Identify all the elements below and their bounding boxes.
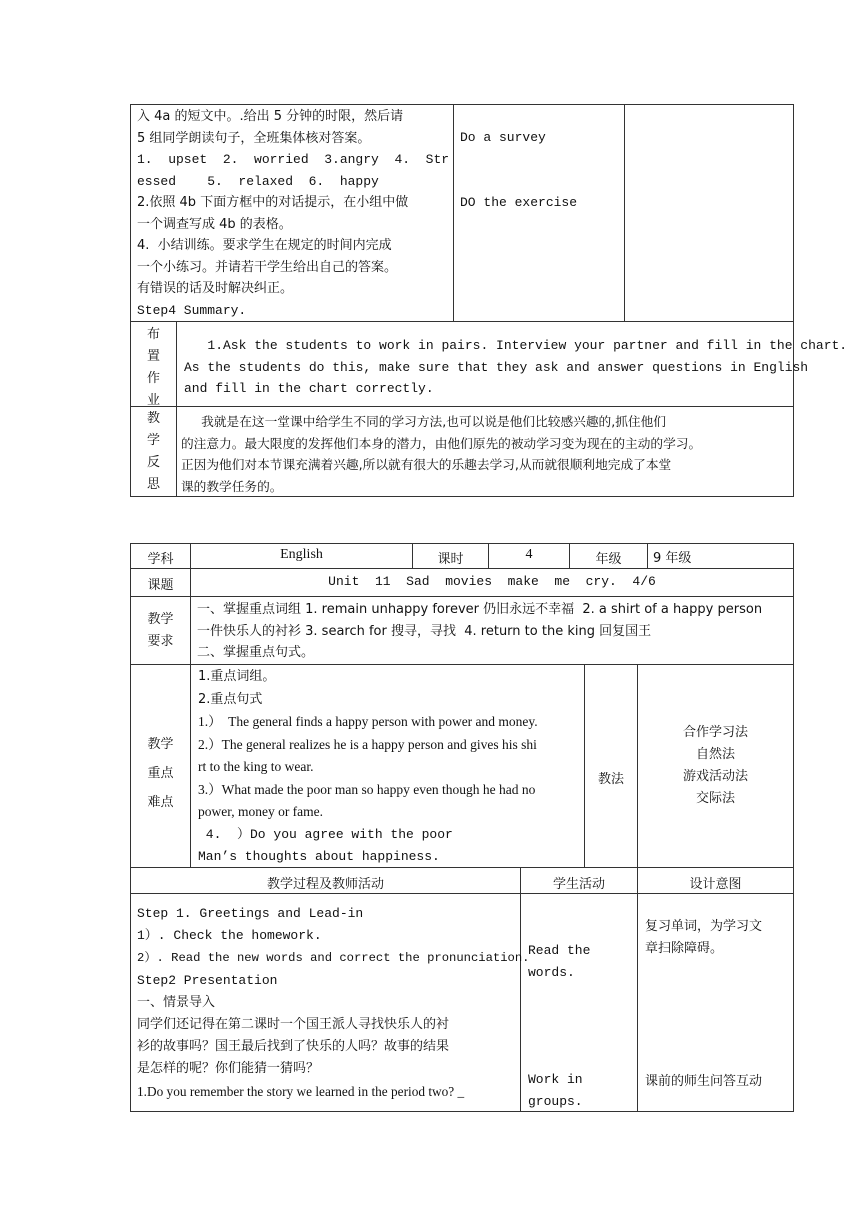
topic-label: 课题 — [147, 578, 174, 593]
process-step-line: 衫的故事吗？国王最后找到了快乐的人吗？故事的结果 — [137, 1039, 450, 1055]
process-line: 4. 小结训练。要求学生在规定的时间内完成 — [137, 238, 392, 253]
process-line: 一个小练习。并请若干学生给出自己的答案。 — [137, 259, 398, 275]
table-1-top-border — [130, 104, 794, 105]
table-2-row-divider — [130, 664, 794, 665]
process-step-line: 1.Do you remember the story we learned in the period two? _ — [137, 1083, 465, 1099]
key-point-line: 2.）The general realizes he is a happy person and gives his shi — [198, 736, 537, 752]
key-point-line: Man’s thoughts about happiness. — [198, 849, 440, 864]
homework-label — [131, 324, 176, 412]
key-point-line: 1.重点词组。 — [198, 669, 276, 684]
key-point-line: 3.）What made the poor man so happy even though he had no — [198, 781, 536, 797]
reflection-line: 我就是在这一堂课中给学生不同的学习方法,也可以说是他们比较感兴趣的,抓住他们 — [181, 414, 666, 429]
process-line: 有错误的话及时解决纠正。 — [137, 281, 294, 296]
requirement-line: 一件快乐人的衬衫 3. search for 搜寻，寻找 4. return to the king 回复国王 — [197, 623, 652, 639]
process-text-block — [137, 106, 449, 321]
process-line: 1. upset 2. worried 3.angry 4. Str — [137, 152, 450, 167]
process-line: 一个调查写成 4b 的表格。 — [137, 216, 292, 232]
key-point-line: rt to the king to wear. — [198, 759, 314, 774]
requirements-label — [131, 609, 190, 653]
process-step-line: 是怎样的呢？你们能猜一猜吗？ — [137, 1061, 320, 1077]
process-line: Step4 Summary. — [137, 302, 247, 318]
table-2-col-divider — [637, 893, 638, 1111]
table-2-col-divider — [647, 543, 648, 568]
label-char: 思 — [146, 477, 160, 492]
table-2-col-divider — [190, 664, 191, 867]
homework-text — [184, 335, 847, 400]
reflection-line: 的注意力。最大限度的发挥他们本身的潜力，由他们原先的被动学习变为现在的主动的学习。 — [181, 435, 702, 451]
process-step-line: 2）. Read the new words and correct the pronunciation. — [137, 951, 530, 966]
key-point-line: 2.重点句式 — [198, 691, 263, 707]
table-2-right-border — [793, 543, 794, 1112]
process-header-intent: 设计意图 — [689, 877, 742, 892]
student-activity-groups — [528, 1069, 583, 1113]
key-point-line: power, money or fame. — [198, 804, 324, 819]
table-1-row-divider-1 — [130, 321, 794, 322]
student-activity-survey: Do a survey — [460, 130, 546, 145]
table-1-label-divider — [176, 321, 177, 496]
process-line: 5 组同学朗读句子，全班集体核对答案。 — [137, 130, 371, 146]
subject-label: 学科 — [147, 552, 174, 567]
label-line: 重点 — [147, 766, 174, 781]
process-step-line: 1）. Check the homework. — [137, 928, 322, 944]
reflection-line: 正因为他们对本节课充满着兴趣,所以就有很大的乐趣去学习,从而就很顺利地完成了本堂 — [181, 457, 672, 472]
table-1-col-divider-2 — [624, 104, 625, 321]
table-2-top-border — [130, 543, 794, 544]
label-line: 难点 — [147, 795, 174, 810]
reflection-line: 课的教学任务的。 — [181, 478, 283, 494]
label-char: 学 — [146, 433, 160, 448]
label-char: 教 — [146, 411, 160, 426]
student-line: Work in — [528, 1072, 583, 1087]
homework-line: and fill in the chart correctly. — [184, 381, 434, 396]
methods-list — [638, 722, 793, 810]
requirements-text — [197, 599, 762, 664]
table-2-row-divider — [130, 568, 794, 569]
table-1-col-divider-1 — [453, 104, 454, 321]
key-points-text — [198, 666, 538, 869]
label-line: 教学 — [147, 737, 174, 752]
reflection-text — [181, 411, 701, 497]
intent-interaction: 课前的师生问答互动 — [645, 1074, 763, 1089]
label-line: 要求 — [147, 634, 174, 649]
label-char: 置 — [146, 349, 160, 364]
label-char: 作 — [146, 371, 160, 386]
table-2-col-divider — [584, 664, 585, 867]
grade-value: 9 年级 — [653, 551, 692, 566]
key-points-label — [131, 730, 190, 817]
period-label: 课时 — [437, 552, 464, 567]
requirement-line: 二、掌握重点句式。 — [197, 645, 315, 660]
homework-line: As the students do this, make sure that they ask and answer questions in English — [184, 359, 809, 375]
topic-value: Unit 11 Sad movies make me cry. 4/6 — [328, 574, 656, 589]
process-line: 入 4a 的短文中。.给出 5 分钟的时限，然后请 — [137, 109, 404, 124]
table-2-row-divider — [130, 596, 794, 597]
method-item: 交际法 — [695, 791, 735, 806]
process-step-line: 同学们还记得在第二课时一个国王派人寻找快乐人的衬 — [137, 1017, 450, 1033]
student-line: groups. — [528, 1094, 583, 1109]
method-item: 合作学习法 — [682, 725, 748, 740]
student-line: words. — [528, 965, 575, 980]
process-step-line: 一、情景导入 — [137, 994, 216, 1010]
label-char: 反 — [146, 455, 160, 470]
label-char: 业 — [146, 393, 160, 408]
method-item: 游戏活动法 — [682, 769, 748, 784]
process-content — [137, 903, 530, 1103]
key-point-line: 1.） The general finds a happy person with power and money. — [198, 714, 538, 729]
student-line: Read the — [528, 943, 591, 958]
process-header-teacher: 教学过程及教师活动 — [266, 877, 384, 892]
table-1-right-border — [793, 104, 794, 496]
period-value: 4 — [525, 547, 533, 562]
process-step-line: Step2 Presentation — [137, 972, 278, 988]
grade-label: 年级 — [595, 552, 622, 567]
student-activity-exercise: DO the exercise — [460, 195, 578, 210]
process-step-line: Step 1. Greetings and Lead-in — [137, 906, 364, 921]
intent-review — [645, 916, 762, 960]
process-header-student: 学生活动 — [552, 877, 605, 892]
label-line: 教学 — [147, 612, 174, 627]
method-label: 教法 — [597, 772, 624, 787]
process-line: 2.依照 4b 下面方框中的对话提示，在小组中做 — [137, 195, 409, 210]
intent-line: 章扫除障碍。 — [645, 941, 724, 956]
reflection-label — [131, 408, 176, 496]
table-2-bottom-border — [130, 1111, 794, 1112]
process-line: essed 5. relaxed 6. happy — [137, 173, 379, 189]
subject-value: English — [280, 547, 323, 562]
table-2-row-divider — [130, 893, 794, 894]
homework-line: 1.Ask the students to work in pairs. Interview your partner and fill in the chart. — [184, 338, 848, 353]
requirement-line: 一、掌握重点词组 1. remain unhappy forever 仍旧永远不幸福 2. a shirt of a happy person — [197, 602, 763, 617]
label-char: 布 — [146, 327, 160, 342]
intent-line: 复习单词，为学习文 — [645, 919, 763, 934]
student-activity-read — [528, 940, 590, 984]
key-point-line: 4. ）Do you agree with the poor — [198, 826, 453, 842]
table-1-row-divider-2 — [130, 406, 794, 407]
method-item: 自然法 — [695, 747, 735, 762]
